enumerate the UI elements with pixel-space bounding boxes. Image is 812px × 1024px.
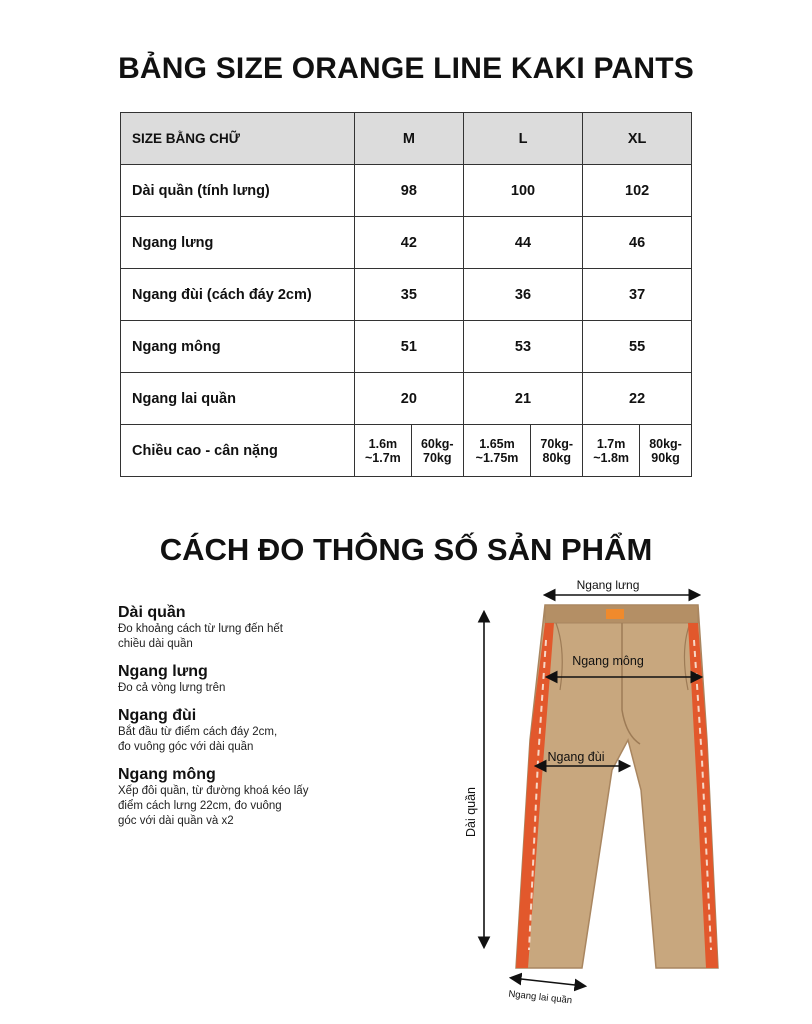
guide-text: góc với dài quần và x2 [118,815,234,827]
guide-text: đo vuông góc với dài quần [118,741,254,753]
weight-min: 60kg- [420,436,454,451]
height-min: 1.65m [479,436,515,451]
guide-heading: Ngang lưng [118,663,208,680]
cell-value: 22 [583,373,692,425]
size-table-header-row [121,113,692,165]
row-label: Ngang đùi (cách đáy 2cm) [121,269,355,321]
guide-text: điểm cách lưng 22cm, đo vuông [118,800,282,812]
row-label: Ngang lai quần [121,373,355,425]
size-header-xl: XL [583,113,692,165]
height-cell-xl [583,425,640,477]
guide-text: Đo khoảng cách từ lưng đến hết [118,623,284,635]
guide-heading: Dài quần [118,604,186,621]
size-header-l: L [463,113,582,165]
cell-value: 98 [355,165,464,217]
thigh-label: Ngang đùi [547,750,605,764]
cell-value: 46 [583,217,692,269]
weight-max: 80kg [542,450,571,465]
cell-value: 44 [463,217,582,269]
cell-value: 53 [463,321,582,373]
length-label: Dài quần [464,786,478,838]
guide-text: Đo cả vòng lưng trên [118,682,226,694]
waist-label: Ngang lưng [576,578,640,592]
table-row [121,269,692,321]
size-header-m: M [355,113,464,165]
row-label: Ngang mông [121,321,355,373]
row-label: Dài quần (tính lưng) [121,165,355,217]
height-max: ~1.8m [593,450,630,465]
cell-value: 36 [463,269,582,321]
measure-guide-title: CÁCH ĐO THÔNG SỐ SẢN PHẨM [159,532,653,567]
guide-heading: Ngang đùi [118,707,197,724]
height-max: ~1.7m [365,450,401,465]
weight-max: 90kg [651,450,680,465]
size-table [120,112,692,477]
guide-heading: Ngang mông [118,766,216,783]
pants-measurement-diagram [0,570,812,1020]
row-label: Ngang lưng [121,217,355,269]
table-row [121,217,692,269]
cell-value: 55 [583,321,692,373]
cell-value: 42 [355,217,464,269]
weight-cell-xl [640,425,692,477]
height-min: 1.6m [368,436,398,451]
cell-value: 102 [583,165,692,217]
hem-label: Ngang lai quần [507,988,573,1007]
label-tag [606,609,624,619]
weight-cell-m [411,425,463,477]
weight-max: 70kg [423,450,452,465]
weight-min: 80kg- [649,436,682,451]
table-row [121,321,692,373]
height-cell-l [463,425,531,477]
cell-value: 21 [463,373,582,425]
guide-text: chiều dài quần [118,638,193,650]
height-max: ~1.75m [475,450,519,465]
weight-min: 70kg- [540,436,574,451]
weight-cell-l [531,425,583,477]
cell-value: 100 [463,165,582,217]
size-chart-title: BẢNG SIZE ORANGE LINE KAKI PANTS [118,52,694,85]
table-row [121,165,692,217]
guide-text: Xếp đôi quần, từ đường khoá kéo lấy [118,785,309,797]
row-label: Chiều cao - cân nặng [121,425,355,477]
height-min: 1.7m [596,436,626,451]
cell-value: 35 [355,269,464,321]
guide-text: Bắt đầu từ điểm cách đáy 2cm, [118,726,278,738]
cell-value: 51 [355,321,464,373]
size-header-label: SIZE BẰNG CHỮ [121,113,355,165]
height-weight-row [121,425,692,477]
hip-label: Ngang mông [572,654,644,668]
hem-arrow [512,978,584,986]
table-row [121,373,692,425]
cell-value: 37 [583,269,692,321]
cell-value: 20 [355,373,464,425]
height-cell-m [355,425,412,477]
